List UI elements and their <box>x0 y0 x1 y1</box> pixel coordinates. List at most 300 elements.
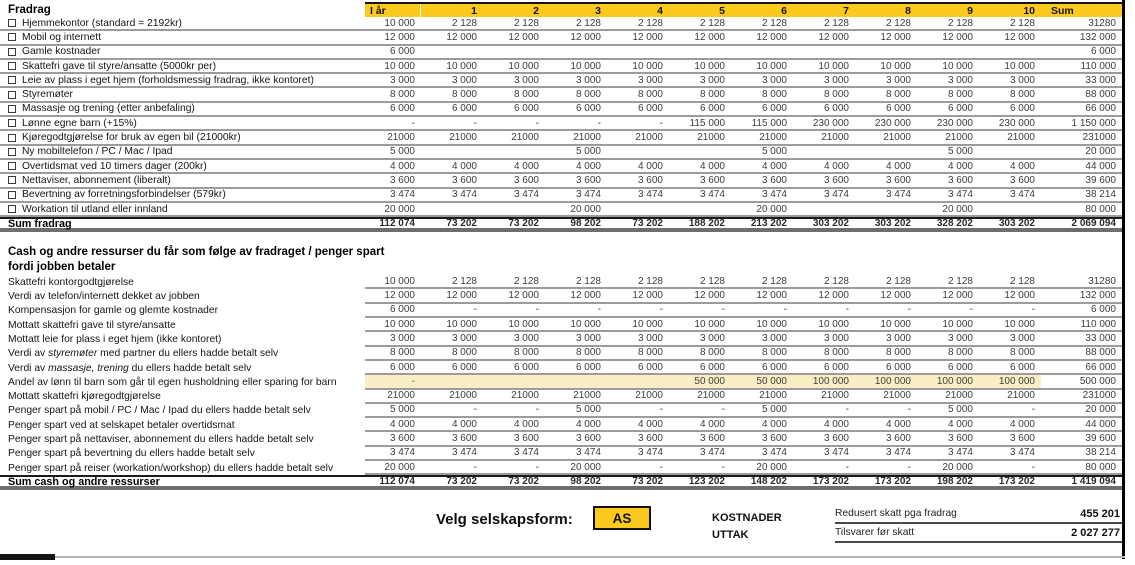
cell[interactable]: 4 000 <box>823 418 849 430</box>
cell[interactable]: 6 000 <box>575 361 601 373</box>
cell[interactable]: 21000 <box>1007 390 1035 402</box>
cell[interactable]: 12 000 <box>1004 31 1035 43</box>
cell[interactable] <box>855 46 917 58</box>
cell[interactable] <box>483 146 545 158</box>
cell[interactable]: 66 000 <box>1085 103 1116 115</box>
cell[interactable]: 2 128 <box>699 17 725 29</box>
cell[interactable]: 3 600 <box>699 174 725 186</box>
cell[interactable]: 115 000 <box>689 117 725 129</box>
cell[interactable]: 10 000 <box>818 60 849 72</box>
cell[interactable]: 230 000 <box>998 117 1035 129</box>
cell[interactable]: 73 202 <box>508 218 539 230</box>
cell[interactable] <box>793 146 855 158</box>
cell[interactable]: 3 000 <box>761 332 787 344</box>
cell[interactable]: 12 000 <box>508 290 539 302</box>
cell[interactable]: 3 600 <box>761 433 787 445</box>
cell[interactable]: 2 128 <box>451 275 477 287</box>
checkbox-icon[interactable] <box>8 205 16 213</box>
cell[interactable]: 8 000 <box>451 89 477 101</box>
cell[interactable]: 3 474 <box>451 189 477 201</box>
cell[interactable]: 2 128 <box>699 275 725 287</box>
cell[interactable]: 8 000 <box>389 89 415 101</box>
cell[interactable]: 4 000 <box>575 418 601 430</box>
cell[interactable]: 21000 <box>573 132 601 144</box>
row-label-cell[interactable] <box>0 118 365 129</box>
cell[interactable]: 10 000 <box>446 60 477 72</box>
cell[interactable]: 10 000 <box>1004 318 1035 330</box>
cell[interactable]: 4 000 <box>513 418 539 430</box>
cell[interactable] <box>421 146 483 158</box>
cell[interactable]: 1 150 000 <box>1071 117 1116 129</box>
cell[interactable]: 8 000 <box>699 347 725 359</box>
column-header[interactable]: 1 <box>421 4 483 17</box>
cell[interactable]: - <box>535 404 539 416</box>
row-label-cell[interactable] <box>0 305 365 316</box>
cell[interactable]: - <box>473 404 477 416</box>
cell[interactable]: 213 202 <box>750 218 787 230</box>
cell[interactable]: 21000 <box>759 132 787 144</box>
cell[interactable]: 6 000 <box>637 103 663 115</box>
row-label-cell[interactable] <box>0 46 365 57</box>
cell[interactable]: 4 000 <box>761 418 787 430</box>
cell[interactable]: 303 202 <box>874 218 911 230</box>
cell[interactable]: 4 000 <box>947 418 973 430</box>
cell[interactable]: 8 000 <box>761 347 787 359</box>
cell[interactable]: - <box>473 117 477 129</box>
cell[interactable]: 2 128 <box>823 17 849 29</box>
cell[interactable]: 3 000 <box>699 332 725 344</box>
cell[interactable]: 1 419 094 <box>1071 476 1116 488</box>
cell[interactable] <box>421 375 483 387</box>
cell[interactable]: 12 000 <box>694 31 725 43</box>
row-label-cell[interactable] <box>0 204 365 215</box>
row-label-cell[interactable] <box>0 434 365 445</box>
cell[interactable]: 3 600 <box>637 433 663 445</box>
cell[interactable] <box>855 203 917 215</box>
cell[interactable] <box>669 46 731 58</box>
row-label-cell[interactable] <box>0 146 365 157</box>
row-label-cell[interactable] <box>0 320 365 331</box>
cell[interactable]: 3 474 <box>637 189 663 201</box>
cell[interactable]: - <box>597 304 601 316</box>
cell[interactable]: 21000 <box>821 390 849 402</box>
cell[interactable]: 3 474 <box>885 447 911 459</box>
cell[interactable]: 20 000 <box>942 461 973 473</box>
row-label-cell[interactable] <box>0 420 365 431</box>
column-header[interactable]: 6 <box>731 4 793 17</box>
cell[interactable]: 3 600 <box>761 174 787 186</box>
cell[interactable]: 3 000 <box>1009 332 1035 344</box>
cell[interactable]: 4 000 <box>761 160 787 172</box>
cell[interactable]: 10 000 <box>942 318 973 330</box>
cell[interactable]: 10 000 <box>880 60 911 72</box>
checkbox-icon[interactable] <box>8 91 16 99</box>
cell[interactable]: 4 000 <box>637 160 663 172</box>
cell[interactable]: 6 000 <box>823 103 849 115</box>
column-header[interactable]: 9 <box>917 4 979 17</box>
cell[interactable]: 3 000 <box>513 332 539 344</box>
cell[interactable]: 3 474 <box>575 447 601 459</box>
cell[interactable]: 2 128 <box>947 275 973 287</box>
cell[interactable]: 21000 <box>945 390 973 402</box>
cell[interactable]: 110 000 <box>1080 318 1116 330</box>
cell[interactable]: 6 000 <box>1009 103 1035 115</box>
cell[interactable]: 8 000 <box>947 89 973 101</box>
cell[interactable]: 3 600 <box>947 433 973 445</box>
cell[interactable]: - <box>535 117 539 129</box>
cell[interactable]: - <box>721 304 725 316</box>
cell[interactable]: 2 128 <box>637 17 663 29</box>
cell[interactable]: 8 000 <box>823 89 849 101</box>
row-label-cell[interactable] <box>0 363 365 374</box>
cell[interactable]: 8 000 <box>389 347 415 359</box>
cell[interactable]: 173 202 <box>874 476 911 488</box>
row-label-cell[interactable] <box>0 291 365 302</box>
checkbox-icon[interactable] <box>8 162 16 170</box>
row-label-cell[interactable] <box>0 405 365 416</box>
cell[interactable]: - <box>907 461 911 473</box>
cell[interactable]: 6 000 <box>1090 304 1116 316</box>
cell[interactable]: 6 000 <box>761 361 787 373</box>
cell[interactable]: 5 000 <box>761 404 787 416</box>
cell[interactable]: 6 000 <box>823 361 849 373</box>
column-header[interactable]: 3 <box>545 4 607 17</box>
cell[interactable]: 123 202 <box>688 476 725 488</box>
cell[interactable]: 4 000 <box>823 160 849 172</box>
cell[interactable]: 12 000 <box>942 290 973 302</box>
cell[interactable]: - <box>411 117 415 129</box>
cell[interactable]: - <box>473 461 477 473</box>
cell[interactable]: 12 000 <box>384 290 415 302</box>
cell[interactable]: 110 000 <box>1080 60 1116 72</box>
cell[interactable]: 8 000 <box>699 89 725 101</box>
checkbox-icon[interactable] <box>8 119 16 127</box>
cell[interactable]: 10 000 <box>632 318 663 330</box>
cell[interactable]: 6 000 <box>699 103 725 115</box>
cell[interactable]: 2 128 <box>761 17 787 29</box>
cell[interactable]: 4 000 <box>699 418 725 430</box>
cell[interactable]: 21000 <box>883 390 911 402</box>
cell[interactable]: 10 000 <box>880 318 911 330</box>
cell[interactable]: 3 000 <box>761 74 787 86</box>
cell[interactable]: 3 000 <box>699 74 725 86</box>
cell[interactable]: 3 600 <box>575 433 601 445</box>
cell[interactable]: 6 000 <box>699 361 725 373</box>
cell[interactable]: 10 000 <box>694 318 725 330</box>
cell[interactable]: 100 000 <box>917 375 979 387</box>
cell[interactable]: 80 000 <box>1085 203 1116 215</box>
cell[interactable]: 8 000 <box>575 89 601 101</box>
cell[interactable]: 6 000 <box>451 103 477 115</box>
cell[interactable]: 4 000 <box>1009 418 1035 430</box>
cell[interactable]: 20 000 <box>942 203 973 215</box>
cell[interactable]: 2 128 <box>823 275 849 287</box>
cell[interactable]: 6 000 <box>947 103 973 115</box>
row-label-cell[interactable] <box>0 334 365 345</box>
checkbox-icon[interactable] <box>8 76 16 84</box>
cell[interactable]: 21000 <box>511 390 539 402</box>
cell[interactable]: 3 600 <box>451 174 477 186</box>
cell[interactable]: 8 000 <box>513 89 539 101</box>
cell[interactable]: 6 000 <box>947 361 973 373</box>
cell[interactable]: - <box>783 304 787 316</box>
cell[interactable]: 12 000 <box>632 290 663 302</box>
cell[interactable]: 10 000 <box>508 318 539 330</box>
cell[interactable] <box>421 203 483 215</box>
checkbox-icon[interactable] <box>8 48 16 56</box>
cell[interactable]: 4 000 <box>947 160 973 172</box>
cell[interactable] <box>607 375 669 387</box>
cell[interactable]: 50 000 <box>731 375 793 387</box>
cell[interactable]: 6 000 <box>637 361 663 373</box>
cell[interactable]: 3 600 <box>1009 433 1035 445</box>
cell[interactable]: - <box>659 117 663 129</box>
cell[interactable]: 2 128 <box>1009 17 1035 29</box>
checkbox-icon[interactable] <box>8 148 16 156</box>
cell[interactable]: - <box>845 304 849 316</box>
cell[interactable]: 21000 <box>635 390 663 402</box>
cell[interactable] <box>545 375 607 387</box>
cell[interactable]: 10 000 <box>756 318 787 330</box>
cell[interactable]: 3 474 <box>389 189 415 201</box>
cell[interactable]: 3 000 <box>1009 74 1035 86</box>
cell[interactable] <box>793 46 855 58</box>
cell[interactable]: 3 000 <box>823 74 849 86</box>
cell[interactable]: 3 474 <box>947 189 973 201</box>
cell[interactable]: 4 000 <box>637 418 663 430</box>
row-label-cell[interactable] <box>0 103 365 114</box>
cell[interactable]: 6 000 <box>513 103 539 115</box>
cell[interactable]: 8 000 <box>575 347 601 359</box>
cell[interactable]: 20 000 <box>570 203 601 215</box>
cell[interactable]: 10 000 <box>632 60 663 72</box>
cell[interactable]: 2 128 <box>885 17 911 29</box>
cell[interactable]: 12 000 <box>818 290 849 302</box>
cell[interactable]: 231000 <box>1082 132 1116 144</box>
cell[interactable]: 88 000 <box>1085 347 1116 359</box>
cell[interactable]: 6 000 <box>575 103 601 115</box>
cell[interactable]: 6 000 <box>513 361 539 373</box>
cell[interactable]: 112 074 <box>379 218 415 230</box>
cell[interactable]: - <box>969 304 973 316</box>
cell[interactable]: 21000 <box>387 390 415 402</box>
row-label-cell[interactable] <box>0 175 365 186</box>
cell[interactable] <box>855 146 917 158</box>
cell[interactable]: 6 000 <box>389 304 415 316</box>
row-label-cell[interactable] <box>0 18 365 29</box>
cell[interactable]: 3 000 <box>637 74 663 86</box>
row-label-cell[interactable] <box>0 277 365 288</box>
cell[interactable]: 21000 <box>449 132 477 144</box>
cell[interactable]: 5 000 <box>947 146 973 158</box>
cell[interactable]: 6 000 <box>1090 46 1116 58</box>
cell[interactable]: 5 000 <box>575 146 601 158</box>
cell[interactable]: - <box>1031 404 1035 416</box>
cell[interactable]: 44 000 <box>1085 418 1116 430</box>
cell[interactable]: - <box>365 375 421 387</box>
cell[interactable]: 3 600 <box>699 433 725 445</box>
column-header[interactable]: 10 <box>979 4 1041 17</box>
cell[interactable]: 73 202 <box>446 476 477 488</box>
cell[interactable]: 4 000 <box>885 160 911 172</box>
cell[interactable]: 4 000 <box>1009 160 1035 172</box>
cell[interactable]: 10 000 <box>570 318 601 330</box>
cell[interactable]: 3 000 <box>947 332 973 344</box>
cell[interactable]: 3 474 <box>389 447 415 459</box>
cell[interactable]: 38 214 <box>1085 447 1116 459</box>
cell[interactable]: 3 474 <box>761 189 787 201</box>
cell[interactable]: 3 474 <box>1009 189 1035 201</box>
cell[interactable]: 2 128 <box>947 17 973 29</box>
cell[interactable]: 3 000 <box>637 332 663 344</box>
column-header[interactable]: 4 <box>607 4 669 17</box>
cell[interactable] <box>731 46 793 58</box>
cell[interactable]: 148 202 <box>750 476 787 488</box>
checkbox-icon[interactable] <box>8 105 16 113</box>
cell[interactable]: - <box>907 404 911 416</box>
cell[interactable]: 21000 <box>821 132 849 144</box>
cell[interactable]: 3 600 <box>389 174 415 186</box>
cell[interactable]: 21000 <box>697 390 725 402</box>
cell[interactable]: 10 000 <box>694 60 725 72</box>
cell[interactable]: 88 000 <box>1085 89 1116 101</box>
cell[interactable]: 10 000 <box>384 275 415 287</box>
cell[interactable]: 12 000 <box>446 31 477 43</box>
cell[interactable]: 3 474 <box>947 447 973 459</box>
column-header[interactable]: 2 <box>483 4 545 17</box>
cell[interactable]: 4 000 <box>699 160 725 172</box>
cell[interactable]: 2 128 <box>451 17 477 29</box>
cell[interactable]: 98 202 <box>570 476 601 488</box>
cell[interactable]: 3 600 <box>575 174 601 186</box>
cell[interactable]: 3 600 <box>451 433 477 445</box>
selskapsform-selector[interactable]: AS <box>593 506 651 530</box>
cell[interactable]: 12 000 <box>756 31 787 43</box>
cell[interactable]: 2 128 <box>637 275 663 287</box>
cell[interactable] <box>607 146 669 158</box>
cell[interactable]: 8 000 <box>885 89 911 101</box>
row-label-cell[interactable] <box>0 348 365 359</box>
cell[interactable]: 10 000 <box>756 60 787 72</box>
cell[interactable]: 3 000 <box>823 332 849 344</box>
cell[interactable]: 6 000 <box>389 103 415 115</box>
cell[interactable]: 3 000 <box>575 74 601 86</box>
cell[interactable]: 73 202 <box>632 218 663 230</box>
cell[interactable]: 66 000 <box>1085 361 1116 373</box>
cell[interactable]: 3 474 <box>699 189 725 201</box>
cell[interactable]: 3 600 <box>885 433 911 445</box>
checkbox-icon[interactable] <box>8 134 16 142</box>
cell[interactable]: 2 128 <box>513 275 539 287</box>
cell[interactable]: 3 600 <box>947 174 973 186</box>
cell[interactable]: 3 000 <box>885 332 911 344</box>
cell[interactable]: 3 474 <box>451 447 477 459</box>
cell[interactable]: 80 000 <box>1085 461 1116 473</box>
cell[interactable]: 4 000 <box>451 418 477 430</box>
cell[interactable] <box>979 203 1041 215</box>
cell[interactable]: 6 000 <box>1009 361 1035 373</box>
cell[interactable]: 3 474 <box>823 189 849 201</box>
row-label-cell[interactable] <box>0 61 365 72</box>
cell[interactable]: 188 202 <box>688 218 725 230</box>
cell[interactable]: 303 202 <box>812 218 849 230</box>
cell[interactable]: 12 000 <box>446 290 477 302</box>
cell[interactable]: 4 000 <box>389 160 415 172</box>
cell[interactable]: 10 000 <box>384 318 415 330</box>
cell[interactable] <box>979 46 1041 58</box>
cell[interactable]: 20 000 <box>756 461 787 473</box>
cell[interactable] <box>483 203 545 215</box>
cell[interactable]: 31280 <box>1088 275 1116 287</box>
cell[interactable]: 173 202 <box>998 476 1035 488</box>
row-label-cell[interactable] <box>0 448 365 459</box>
cell[interactable]: 115 000 <box>751 117 787 129</box>
checkbox-icon[interactable] <box>8 191 16 199</box>
cell[interactable]: 3 474 <box>823 447 849 459</box>
cell[interactable]: 10 000 <box>446 318 477 330</box>
cell[interactable]: 8 000 <box>947 347 973 359</box>
cell[interactable]: 73 202 <box>632 476 663 488</box>
cell[interactable]: 20 000 <box>570 461 601 473</box>
column-header[interactable]: 8 <box>855 4 917 17</box>
cell[interactable]: 33 000 <box>1085 74 1116 86</box>
cell[interactable] <box>917 46 979 58</box>
cell[interactable]: 73 202 <box>508 476 539 488</box>
cell[interactable]: 21000 <box>573 390 601 402</box>
cell[interactable]: 12 000 <box>384 31 415 43</box>
cell[interactable] <box>483 375 545 387</box>
cell[interactable]: - <box>721 404 725 416</box>
cell[interactable] <box>545 46 607 58</box>
cell[interactable]: 198 202 <box>936 476 973 488</box>
cell[interactable]: 21000 <box>635 132 663 144</box>
cell[interactable]: 5 000 <box>575 404 601 416</box>
cell[interactable]: - <box>659 304 663 316</box>
cell[interactable]: 10 000 <box>508 60 539 72</box>
cell[interactable]: 4 000 <box>451 160 477 172</box>
cell[interactable]: 2 069 094 <box>1071 218 1116 230</box>
row-label-cell[interactable] <box>0 189 365 200</box>
cell[interactable]: 3 474 <box>575 189 601 201</box>
cell[interactable]: 6 000 <box>389 46 415 58</box>
column-header[interactable]: 7 <box>793 4 855 17</box>
cell[interactable]: 20 000 <box>1085 404 1116 416</box>
cell[interactable]: - <box>845 461 849 473</box>
cell[interactable]: 4 000 <box>885 418 911 430</box>
cell[interactable]: - <box>597 117 601 129</box>
cell[interactable]: 12 000 <box>942 31 973 43</box>
row-label-cell[interactable] <box>0 132 365 143</box>
cell[interactable]: 3 474 <box>513 447 539 459</box>
cell[interactable]: 6 000 <box>885 361 911 373</box>
cell[interactable]: 5 000 <box>389 404 415 416</box>
cell[interactable]: 5 000 <box>389 146 415 158</box>
cell[interactable]: 20 000 <box>756 203 787 215</box>
cell[interactable]: 4 000 <box>513 160 539 172</box>
cell[interactable]: 303 202 <box>998 218 1035 230</box>
cell[interactable]: 100 000 <box>855 375 917 387</box>
column-header[interactable]: I år <box>365 4 421 17</box>
cell[interactable]: 8 000 <box>1009 89 1035 101</box>
row-label-cell[interactable] <box>0 75 365 86</box>
cell[interactable]: 12 000 <box>880 31 911 43</box>
cell[interactable]: 21000 <box>511 132 539 144</box>
cell[interactable]: 33 000 <box>1085 332 1116 344</box>
cell[interactable]: 3 600 <box>1009 174 1035 186</box>
cell[interactable]: 5 000 <box>947 404 973 416</box>
row-label-cell[interactable] <box>0 463 365 474</box>
cell[interactable]: 12 000 <box>570 290 601 302</box>
